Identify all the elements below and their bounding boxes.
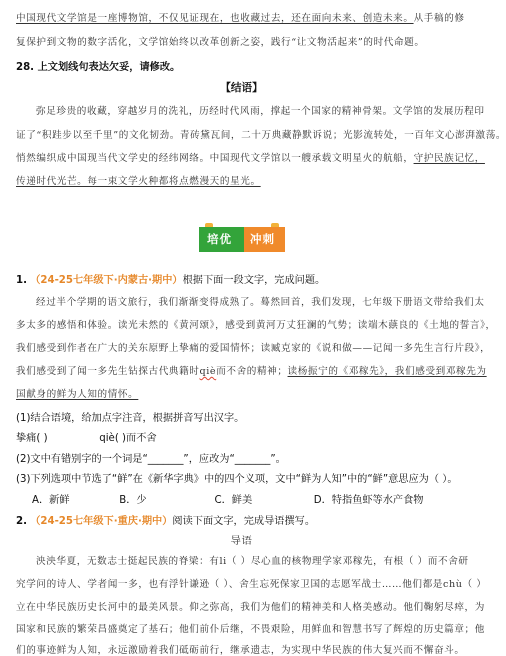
question-2-source: （24-25七年级下·重庆·期中） (30, 516, 173, 527)
q1-para-line-5 (16, 386, 473, 400)
q1-para-line-4-a: 我们感受到了闻一多先生钻探古代典籍时 (16, 366, 200, 377)
q1-answer-blank-2[interactable]: qiè( )而不舍 (99, 433, 157, 444)
intro-underlined-sentence: 中国现代文学馆是一座博物馆，不仅见证现在，也收藏过去，还在面向未来、创造未来。 (16, 13, 414, 24)
q1-para-line-1: 经过半个学期的语文旅行，我们渐渐变得成熟了。蓦然回首，我们发现，七年级下册语文带给我们太 (36, 297, 485, 308)
intro-line-1 (16, 10, 473, 24)
question-1-header (16, 271, 473, 286)
q1-para-line-5-text: 国献身的鲜为人知的情怀。 (16, 389, 139, 400)
q1-para-line-2: 多太多的感悟和体验。读光未然的《黄河颂》，感受到黄河万丈狂澜的气势；读端木蕻良的《土地的誓言》， (16, 320, 496, 331)
q1-option-a[interactable]: A．新鲜 (32, 495, 70, 506)
question-2-prompt: 阅读下面文字，完成导语撰写。 (172, 516, 316, 527)
conclusion-line-2: 证了“积跬步以至千里”的文化韧劲。青砖黛瓦间，二十万典藏静默诉说；光影流转处，一百年文心澎湃激荡。 (16, 130, 506, 141)
q2-line-3: 立在中华民族历史长河中的最美风景。仰之弥高，我们为他们的精神美和人格美感动。他们鞠躬尽瘁，为 (16, 602, 485, 613)
q2-line-1: 泱泱华夏，无数志士挺起民族的脊梁：有li（ ）尽心血的核物理学家邓稼先，有根（ ）而不舍研 (36, 556, 469, 567)
q2-line-5: 们的事迹鲜为人知，永远激励着我们砥砺前行，继承遗志，为实现中华民族的伟大复兴而不懈奋斗。 (16, 645, 465, 656)
q1-para-line-4 (16, 363, 487, 377)
conclusion-line-3-text: 悄然编织成中国现当代文学史的经纬网络。中国现代文学馆以一艘承载文明星火的航船， (16, 153, 414, 164)
q1-sub2: (2)文中有错别字的一个词是“_______”，应改为“_______”。 (16, 454, 286, 465)
intro-line-2 (16, 34, 473, 48)
conclusion-title: 【结语】 (220, 82, 263, 94)
q1-sub1-answers (16, 429, 473, 444)
q2-line-4: 国家和民族的繁荣昌盛奠定了基石；他们前仆后继，不畏艰险，用鲜血和智慧书写了辉煌的历史篇章；他 (16, 624, 485, 635)
question-2-number: 2. (16, 516, 27, 527)
banner-right-label: 冲刺 (250, 232, 275, 246)
q1-options (16, 491, 473, 506)
question-1-number: 1. (16, 275, 27, 286)
q1-pinyin-word: qiè (199, 366, 217, 377)
conclusion-underlined: 守护民族记忆， (413, 153, 485, 164)
q1-answer-blank-1[interactable]: 挚痛( ) (16, 433, 48, 444)
practice-banner (199, 223, 285, 254)
q1-sub1: (1)结合语境，给加点字注音，根据拼音写出汉字。 (16, 413, 245, 424)
q2-line-2: 究学问的诗人、学者闻一多，也有浮针谦逊（ ）、舍生忘死保家卫国的志愿军战士……他们都是chù（ ） (16, 579, 487, 590)
q1-option-b[interactable]: B．少 (119, 495, 147, 506)
question-28-text: 上文划线句表达欠妥，请修改。 (37, 62, 181, 73)
q1-para-line-4-b: 而不舍的精神； (216, 366, 288, 377)
question-1-prompt: 根据下面一段文字，完成问题。 (182, 275, 326, 286)
q1-sub3: (3)下列选项中节选了“鲜”在《新华字典》中的四个义项，文中“鲜为人知”中的“鲜”意思应为（ ）。 (16, 474, 458, 485)
question-2-header (16, 512, 473, 527)
q1-para-line-3: 我们感受到作者在广大的关东原野上挚痛的爱国情怀；读臧克家的《说和做——记闻一多先生言行片段》， (16, 343, 491, 354)
question-28 (16, 58, 473, 73)
conclusion-line-4 (16, 173, 473, 187)
question-28-number: 28. (16, 62, 35, 73)
q1-option-c[interactable]: C．鲜美 (214, 495, 253, 506)
intro-line-2-text: 复保护到文物的数字活化，文学馆始终以改革创新之姿，践行“让文物活起来”的时代命题。 (16, 37, 425, 48)
banner-left-label: 培优 (207, 232, 232, 246)
question-1-source: （24-25七年级下·内蒙古·期中） (30, 275, 183, 286)
conclusion-line-4-text: 传递时代光芒。每一束文学火种都将点燃漫天的星光。 (16, 176, 261, 187)
q1-option-d[interactable]: D．特指鱼虾等水产食物 (313, 495, 424, 506)
conclusion-line-1: 弥足珍贵的收藏，穿越岁月的洗礼，历经时代风雨，撑起一个国家的精神骨架。文学馆的发展历程印 (36, 106, 485, 117)
q2-title: 导语 (230, 535, 253, 547)
intro-line-1-tail: 从手稿的修 (413, 13, 465, 24)
q1-underlined-sentence: 读杨振宁的《邓稼先》，我们感受到邓稼先为 (287, 366, 487, 377)
conclusion-line-3 (16, 150, 485, 164)
